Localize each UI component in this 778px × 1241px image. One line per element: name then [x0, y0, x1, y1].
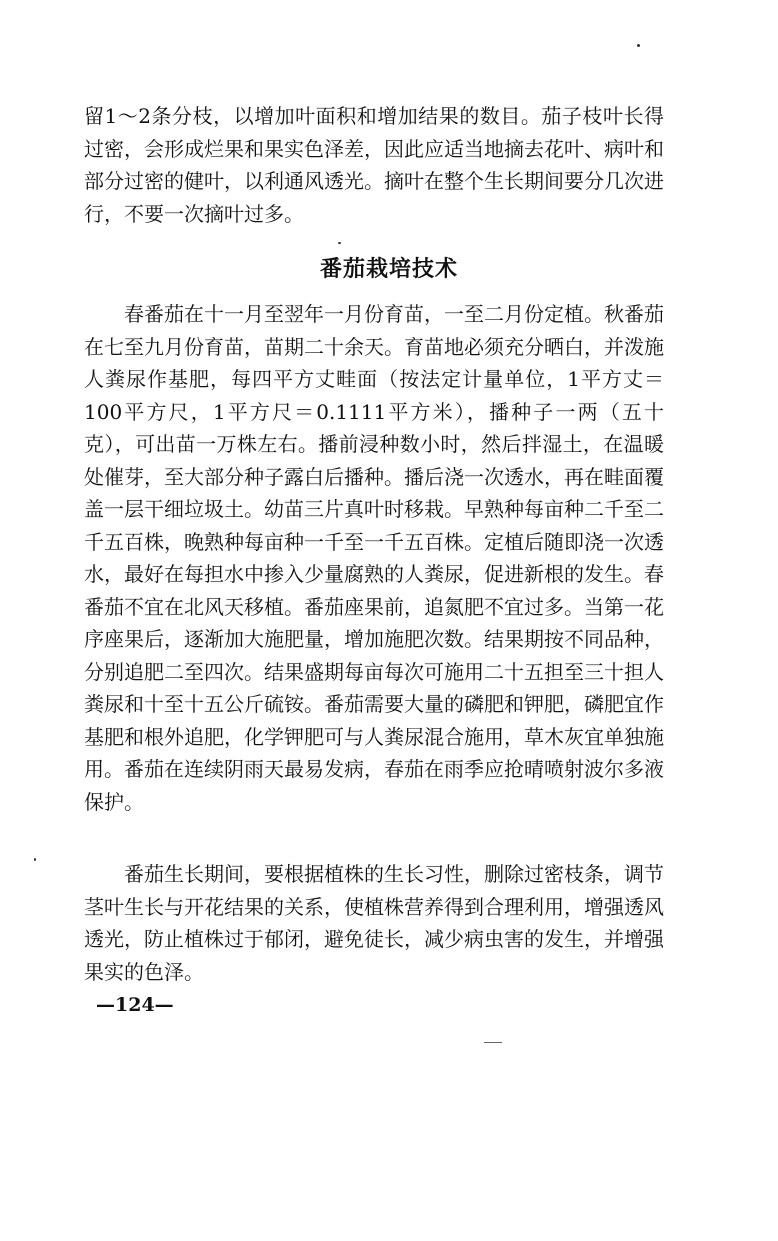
- page-number: —124—: [96, 994, 174, 1016]
- print-speck: [484, 1042, 502, 1043]
- intro-paragraph: 留1～2条分枝，以增加叶面积和增加结果的数目。茄子枝叶长得过密，会形成烂果和果实色泽差，因此应适当地摘去花叶、病叶和部分过密的健叶，以利通风透光。摘叶在整个生长期间要分几次进行，不要一次摘叶过多。: [84, 104, 664, 226]
- body-paragraph: 春番茄在十一月至翌年一月份育苗，一至二月份定植。秋番茄在七至九月份育苗，苗期二十余天。育苗地必须充分晒白，并泼施人粪尿作基肥，每四平方丈畦面（按法定计量单位，1平方丈＝100平方尺，1平方尺＝0.1111平方米），播种子一两（五十克），可出苗一万株左右。播前浸种数小时，然后拌湿土，在温暖处催芽，至大部分种子露白后播种。播后浇一次透水，再在畦面覆盖一层干细垃圾土。幼苗三片真叶时移栽。早熟种每亩种二千至二千五百株，晚熟种每亩种一千至一千五百株。定植后随即浇一次透水，最好在每担水中掺入少量腐熟的人粪尿，促进新根的发生。春番茄不宜在北风天移植。番茄座果前，追氮肥不宜过多。当第一花序座果后，逐渐加大施肥量，增加施肥次数。结果期按不同品种，分别追肥二至四次。结果盛期每亩每次可施用二十五担至三十担人粪尿和十至十五公斤硫铵。番茄需要大量的磷肥和钾肥，磷肥宜作基肥和根外追肥，化学钾肥可与人粪尿混合施用，草木灰宜单独施用。番茄在连续阴雨天最易发病，春茄在雨季应抢晴喷射波尔多液保护。: [84, 302, 664, 814]
- section-title: 番茄栽培技术: [319, 256, 458, 282]
- print-speck: [34, 858, 36, 861]
- print-speck: [637, 44, 640, 47]
- print-speck: [338, 242, 341, 244]
- body-paragraph: 番茄生长期间，要根据植株的生长习性，删除过密枝条，调节茎叶生长与开花结果的关系，使植株营养得到合理利用，增强透风透光，防止植株过于郁闭，避免徒长，减少病虫害的发生，并增强果实的色泽。: [84, 862, 664, 984]
